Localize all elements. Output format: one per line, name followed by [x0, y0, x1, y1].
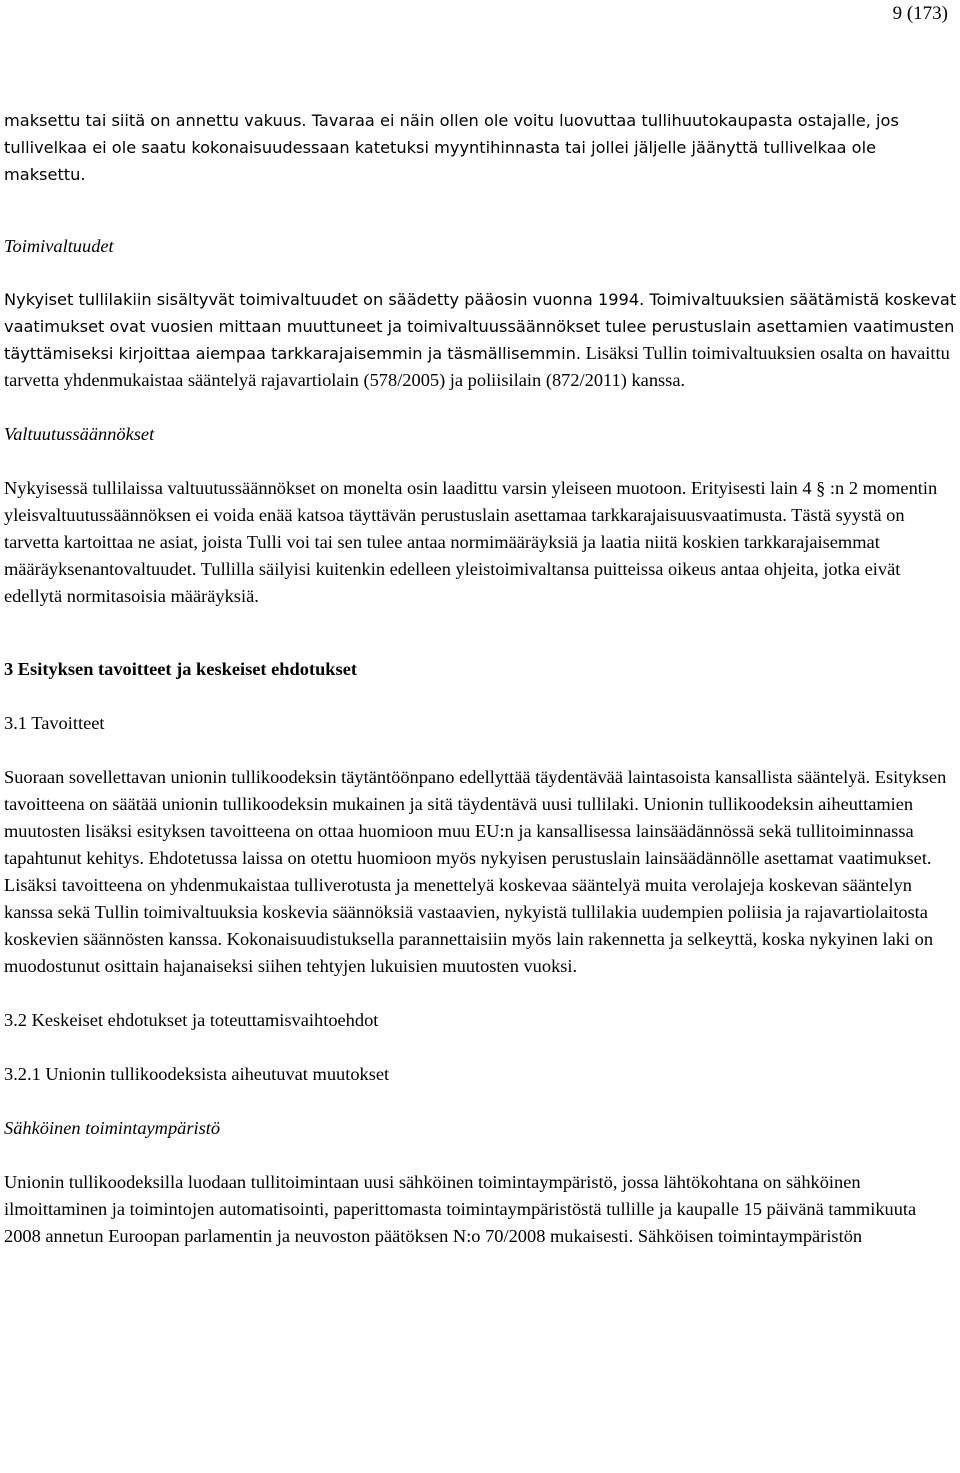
page-number: 9 (173): [892, 3, 948, 24]
section-3-1-heading: 3.1 Tavoitteet: [4, 713, 105, 733]
toimivaltuudet-paragraph: [4, 286, 957, 394]
heading-valtuutussaannokset: Valtuutussäännökset: [4, 424, 155, 444]
heading-toimivaltuudet: Toimivaltuudet: [4, 236, 114, 256]
valtuutus-paragraph: Nykyisessä tullilaissa valtuutussäännökset on monelta osin laadittu varsin yleiseen muotoon. Erityisesti lain 4 § :n 2 momentin yleisvaltuutussäännöksen ei voida enää katsoa täyttävän perustuslain asettamaa tarkkarajaisuusvaatimusta. Tästä syystä on tarvetta kartoittaa ne asiat, joista Tulli voi tai sen tulee antaa normimääräyksiä ja laatia niitä koskien tarkkarajaisemmat määräyksenantovaltuudet. Tullilla säilyisi kuitenkin edelleen yleistoimivaltansa puitteissa oikeus antaa ohjeita, jotka eivät edellytä normitasoisia määräyksiä.: [4, 478, 938, 606]
intro-paragraph: maksettu tai siitä on annettu vakuus. Tavaraa ei näin ollen ole voitu luovuttaa tullihuutokaupasta ostajalle, jos tullivelkaa ei ole saatu kokonaisuudessaan katetuksi myyntihinnasta tai jollei jäljelle jäänyttä tullivelkaa ole maksettu.: [4, 111, 899, 184]
toimivaltuudet-paragraph-part1: Nykyiset tullilakiin sisältyvät toimivaltuudet on säädetty pääosin vuonna 1994. Toimivaltuuksien säätämistä koskevat vaatimukset ovat vuosien mittaan muuttuneet ja toimivaltuussäännökset tulee perustuslain asettamien vaatimusten täyttämiseksi kirjoittaa aiempaa tarkkarajaisemmin ja täsmällisemmin.: [4, 290, 957, 363]
sahkoinen-paragraph: Unionin tullikoodeksilla luodaan tullitoimintaan uusi sähköinen toimintaympäristö, jossa lähtökohtana on sähköinen ilmoittaminen ja toimintojen automatisointi, paperittomasta toimintaympäristöstä tullille ja kaupalle 15 päivänä tammikuuta 2008 annetun Euroopan parlamentin ja neuvoston päätöksen N:o 70/2008 mukaisesti. Sähköisen toimintaympäristön: [4, 1172, 917, 1246]
toimivaltuudet-paragraph-part2: Lisäksi Tullin toimivaltuuksien osalta on havaittu tarvetta yhdenmukaistaa sääntelyä rajavartiolain (578/2005) ja poliisilain (872/2011) kanssa.: [4, 343, 950, 390]
tavoitteet-paragraph: Suoraan sovellettavan unionin tullikoodeksin täytäntöönpano edellyttää täydentävää laintasoista kansallista sääntelyä. Esityksen tavoitteena on säätää unionin tullikoodeksin mukainen ja sitä täydentävä uusi tullilaki. Unionin tullikoodeksin aiheuttamien muutosten lisäksi esityksen tavoitteena on ottaa huomioon muu EU:n ja kansallisessa lainsäädännössä sekä tullitoiminnassa tapahtunut kehitys. Ehdotetussa laissa on otettu huomioon myös nykyisen perustuslain lainsäädännölle asettamat vaatimukset. Lisäksi tavoitteena on yhdenmukaistaa tulliverotusta ja menettelyä koskevaa sääntelyä muita verolajeja koskevan sääntelyn kanssa sekä Tullin toimivaltuuksia koskevia säännöksiä vastaavien, nykyistä tullilakia uudempien poliisia ja rajavartiolaitosta koskevien säännösten kanssa. Kokonaisuudistuksella parannettaisiin myös lain rakennetta ja selkeyttä, koska nykyinen laki on muodostunut osittain hajanaiseksi siihen tehtyjen lukuisien muutosten vuoksi.: [4, 767, 947, 976]
section-3-2-1-heading: 3.2.1 Unionin tullikoodeksista aiheutuvat muutokset: [4, 1064, 390, 1084]
section-3-2-heading: 3.2 Keskeiset ehdotukset ja toteuttamisvaihtoehdot: [4, 1010, 379, 1030]
heading-sahkoinen-toimintaymparisto: Sähköinen toimintaympäristö: [4, 1118, 221, 1138]
document-body: [4, 107, 957, 1250]
section-3-heading: 3 Esityksen tavoitteet ja keskeiset ehdotukset: [4, 659, 357, 679]
